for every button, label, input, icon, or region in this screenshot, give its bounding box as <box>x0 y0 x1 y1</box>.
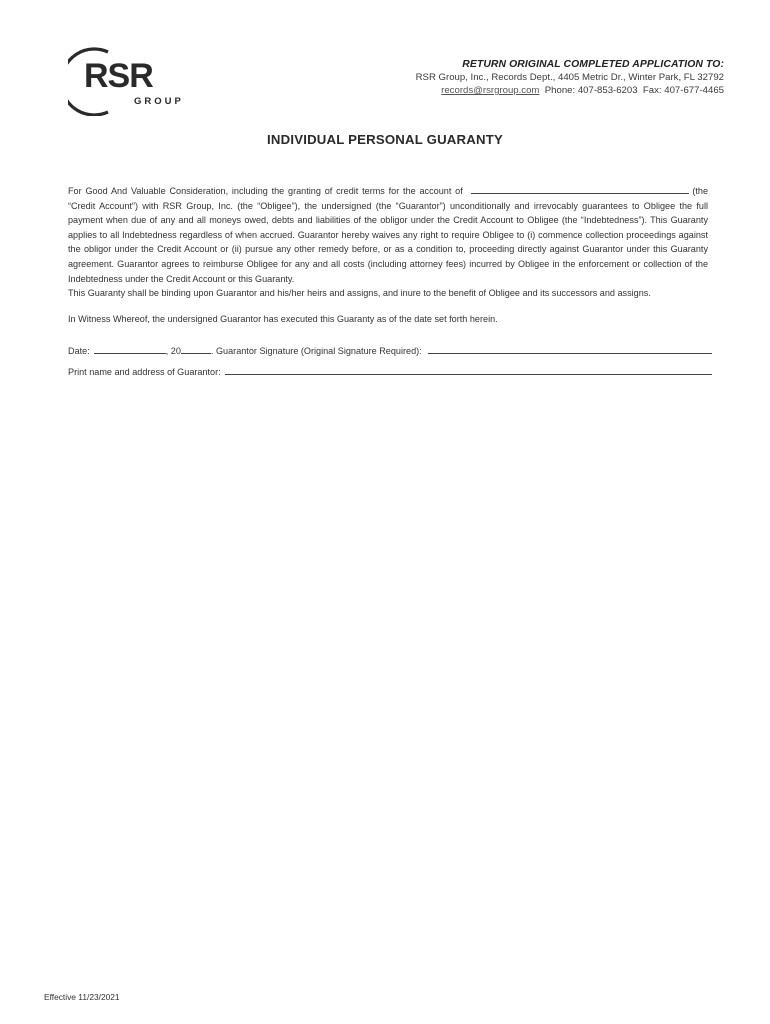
print-name-label: Print name and address of Guarantor: <box>68 367 221 377</box>
guaranty-paragraph <box>68 184 708 286</box>
date-field[interactable] <box>94 344 166 354</box>
witness-statement: In Witness Whereof, the undersigned Guarantor has executed this Guaranty as of the date set forth herein. <box>68 314 498 324</box>
fax-number: Fax: 407-677-4465 <box>642 85 724 96</box>
signature-label: . Guarantor Signature (Original Signature Required): <box>210 346 422 356</box>
svg-text:GROUP: GROUP <box>134 96 184 107</box>
rsr-group-logo <box>68 44 192 116</box>
svg-text:RSR: RSR <box>84 57 153 95</box>
binding-clause: This Guaranty shall be binding upon Guarantor and his/her heirs and assigns, and inure to the benefit of Obligee and its successors and assigns. <box>68 288 651 299</box>
contact-line <box>416 84 724 97</box>
page-title: INDIVIDUAL PERSONAL GUARANTY <box>267 132 503 147</box>
date-label: Date: <box>68 346 90 356</box>
guaranty-terms-text: (the “Credit Account”) with RSR Group, Inc. (the “Obligee”), the undersigned (the “Guarantor”) unconditionally and irrevocably guarantees to Obligee the full payment when due of any and all moneys owed, debts and liabilities of the obligor under the Credit Account to Obligee (the “Indebtedness”). This Guaranty applies to all Indebtedness regardless of when accrued. Guarantor hereby waives any right to require Obligee to (i) commence collection proceedings against the obligor under the Credit Account or (ii) pursue any other remedy before, or as a condition to, proceeding directly against Guarantor under this Guaranty agreement. Guarantor agrees to reimburse Obligee for any and all costs (including attorney fees) incurred by Obligee in the enforcement or collection of the Indebtedness under the Credit Account or this Guaranty. <box>68 186 709 284</box>
year-prefix-label: , 20 <box>165 346 181 356</box>
account-intro-text: For Good And Valuable Consideration, including the granting of credit terms for the account of <box>68 186 463 196</box>
year-field[interactable] <box>181 344 211 354</box>
return-title: RETURN ORIGINAL COMPLETED APPLICATION TO: <box>462 59 724 70</box>
email-link[interactable]: records@rsrgroup.com <box>441 85 540 96</box>
print-name-field[interactable] <box>225 365 712 375</box>
date-signature-row <box>68 344 712 356</box>
return-address-block <box>416 58 724 97</box>
signature-field[interactable] <box>428 344 712 354</box>
mailing-address: RSR Group, Inc., Records Dept., 4405 Metric Dr., Winter Park, FL 32792 <box>415 72 724 83</box>
print-name-row <box>68 365 712 377</box>
guaranty-body <box>68 184 708 301</box>
phone-number: Phone: 407-853-6203 <box>544 85 638 96</box>
effective-date: Effective 11/23/2021 <box>44 992 120 1002</box>
account-name-field[interactable] <box>471 184 689 194</box>
